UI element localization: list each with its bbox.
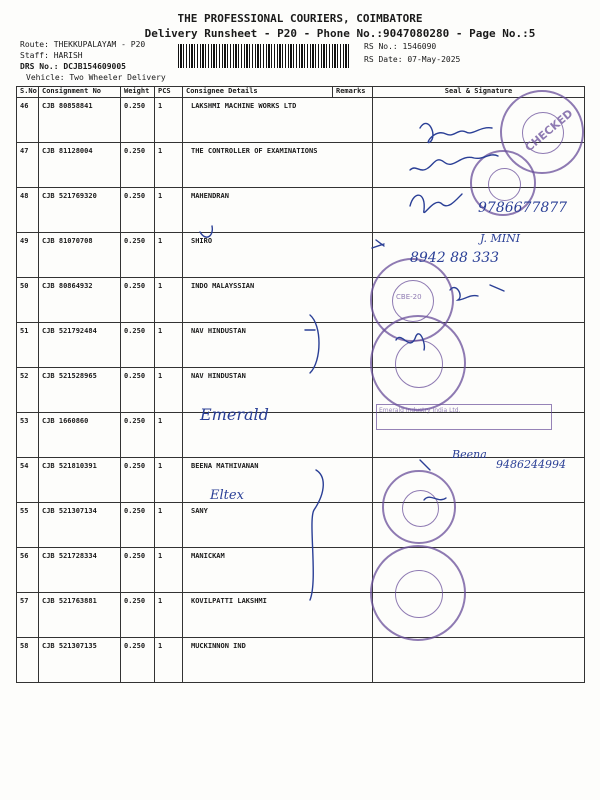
cell-sno: 46 (17, 98, 39, 143)
cell-consignee: MUCKINNON IND (183, 638, 333, 683)
cell-consignee: SHIRO (183, 233, 333, 278)
cell-weight: 0.250 (121, 233, 155, 278)
checked-stamp: CHECKED (500, 90, 584, 174)
cell-pcs: 1 (155, 413, 183, 458)
cell-consignment: CJB 80864932 (39, 278, 121, 323)
cell-sno: 52 (17, 368, 39, 413)
cell-consignment: CJB 81070708 (39, 233, 121, 278)
cell-consignee: NAV HINDUSTAN (183, 323, 333, 368)
cell-weight: 0.250 (121, 188, 155, 233)
cell-consignment: CJB 521307135 (39, 638, 121, 683)
cell-sno: 50 (17, 278, 39, 323)
route-label: Route: THEKKUPALAYAM - P20 (20, 40, 146, 49)
cell-weight: 0.250 (121, 143, 155, 188)
cell-pcs: 1 (155, 143, 183, 188)
col-consignment: Consignment No (39, 87, 121, 98)
cell-weight: 0.250 (121, 458, 155, 503)
cell-pcs: 1 (155, 593, 183, 638)
cell-consignment: CJB 521792484 (39, 323, 121, 368)
cell-consignment: CJB 521769320 (39, 188, 121, 233)
cell-weight: 0.250 (121, 323, 155, 368)
vehicle-label: Vehicle: Two Wheeler Delivery (26, 73, 166, 82)
cell-pcs: 1 (155, 638, 183, 683)
cell-consignee: LAKSHMI MACHINE WORKS LTD (183, 98, 333, 143)
cell-sno: 56 (17, 548, 39, 593)
cell-weight: 0.250 (121, 98, 155, 143)
cell-sno: 53 (17, 413, 39, 458)
cell-pcs: 1 (155, 278, 183, 323)
cell-sno: 48 (17, 188, 39, 233)
cell-consignee: THE CONTROLLER OF EXAMINATIONS (183, 143, 333, 188)
cell-weight: 0.250 (121, 638, 155, 683)
cell-consignee: KOVILPATTI LAKSHMI (183, 593, 333, 638)
emerald-annotation: Emerald (200, 405, 269, 424)
cell-pcs: 1 (155, 368, 183, 413)
cell-pcs: 1 (155, 188, 183, 233)
cell-weight: 0.250 (121, 593, 155, 638)
eltex-annotation: Eltex (210, 488, 244, 503)
drs-label: DRS No.: DCJB154609005 (20, 62, 126, 71)
cell-pcs: 1 (155, 503, 183, 548)
cell-weight: 0.250 (121, 503, 155, 548)
cell-consignee: BEENA MATHIVANAN (183, 458, 333, 503)
cell-sno: 58 (17, 638, 39, 683)
col-sno: S.No (17, 87, 39, 98)
cbe-stamp: CBE-20 (370, 258, 454, 342)
cell-consignment: CJB 521763881 (39, 593, 121, 638)
cell-weight: 0.250 (121, 278, 155, 323)
cell-consignment: CJB 80858841 (39, 98, 121, 143)
col-weight: Weight (121, 87, 155, 98)
cell-sno: 55 (17, 503, 39, 548)
cell-pcs: 1 (155, 233, 183, 278)
col-pcs: PCS (155, 87, 183, 98)
runsheet-title: Delivery Runsheet - P20 - Phone No.:9047080280 - Page No.:5 (144, 27, 536, 40)
phone-annotation-3: 9486244994 (496, 458, 566, 471)
col-seal: Seal & Signature (373, 87, 585, 98)
staff-label: Staff: HARISH (20, 51, 83, 60)
cell-consignment: CJB 521307134 (39, 503, 121, 548)
cell-consignment: CJB 1660860 (39, 413, 121, 458)
rs-no-label: RS No.: 1546090 (364, 42, 437, 51)
cell-consignee: MAHENDRAN (183, 188, 333, 233)
firm-stamp: Emerald Industry India Ltd. (376, 404, 552, 430)
cell-sno: 57 (17, 593, 39, 638)
company-title: THE PROFESSIONAL COURIERS, COIMBATORE (177, 12, 423, 25)
cell-consignment: CJB 81128004 (39, 143, 121, 188)
cell-weight: 0.250 (121, 368, 155, 413)
cell-consignee: MANICKAM (183, 548, 333, 593)
cell-sno: 47 (17, 143, 39, 188)
cell-pcs: 1 (155, 458, 183, 503)
cell-consignment: CJB 521728334 (39, 548, 121, 593)
col-consignee: Consignee Details (183, 87, 333, 98)
phone-annotation-2: 8942 88 333 (410, 250, 500, 266)
cell-consignment: CJB 521810391 (39, 458, 121, 503)
cell-pcs: 1 (155, 323, 183, 368)
cell-consignment: CJB 521528965 (39, 368, 121, 413)
phone-annotation-1: 9786677877 (478, 200, 568, 216)
name-annotation: J. MINI (480, 232, 521, 245)
cell-weight: 0.250 (121, 413, 155, 458)
cell-consignee: INDO MALAYSSIAN (183, 278, 333, 323)
cell-pcs: 1 (155, 548, 183, 593)
cell-pcs: 1 (155, 98, 183, 143)
cell-consignee: NAV HINDUSTAN (183, 368, 333, 413)
cell-sno: 54 (17, 458, 39, 503)
beena-annotation: Beena (452, 448, 487, 461)
rs-date-label: RS Date: 07-May-2025 (364, 55, 461, 64)
col-remarks: Remarks (333, 87, 373, 98)
cell-sno: 49 (17, 233, 39, 278)
cell-sno: 51 (17, 323, 39, 368)
cell-weight: 0.250 (121, 548, 155, 593)
cell-consignee: SANY (183, 503, 333, 548)
